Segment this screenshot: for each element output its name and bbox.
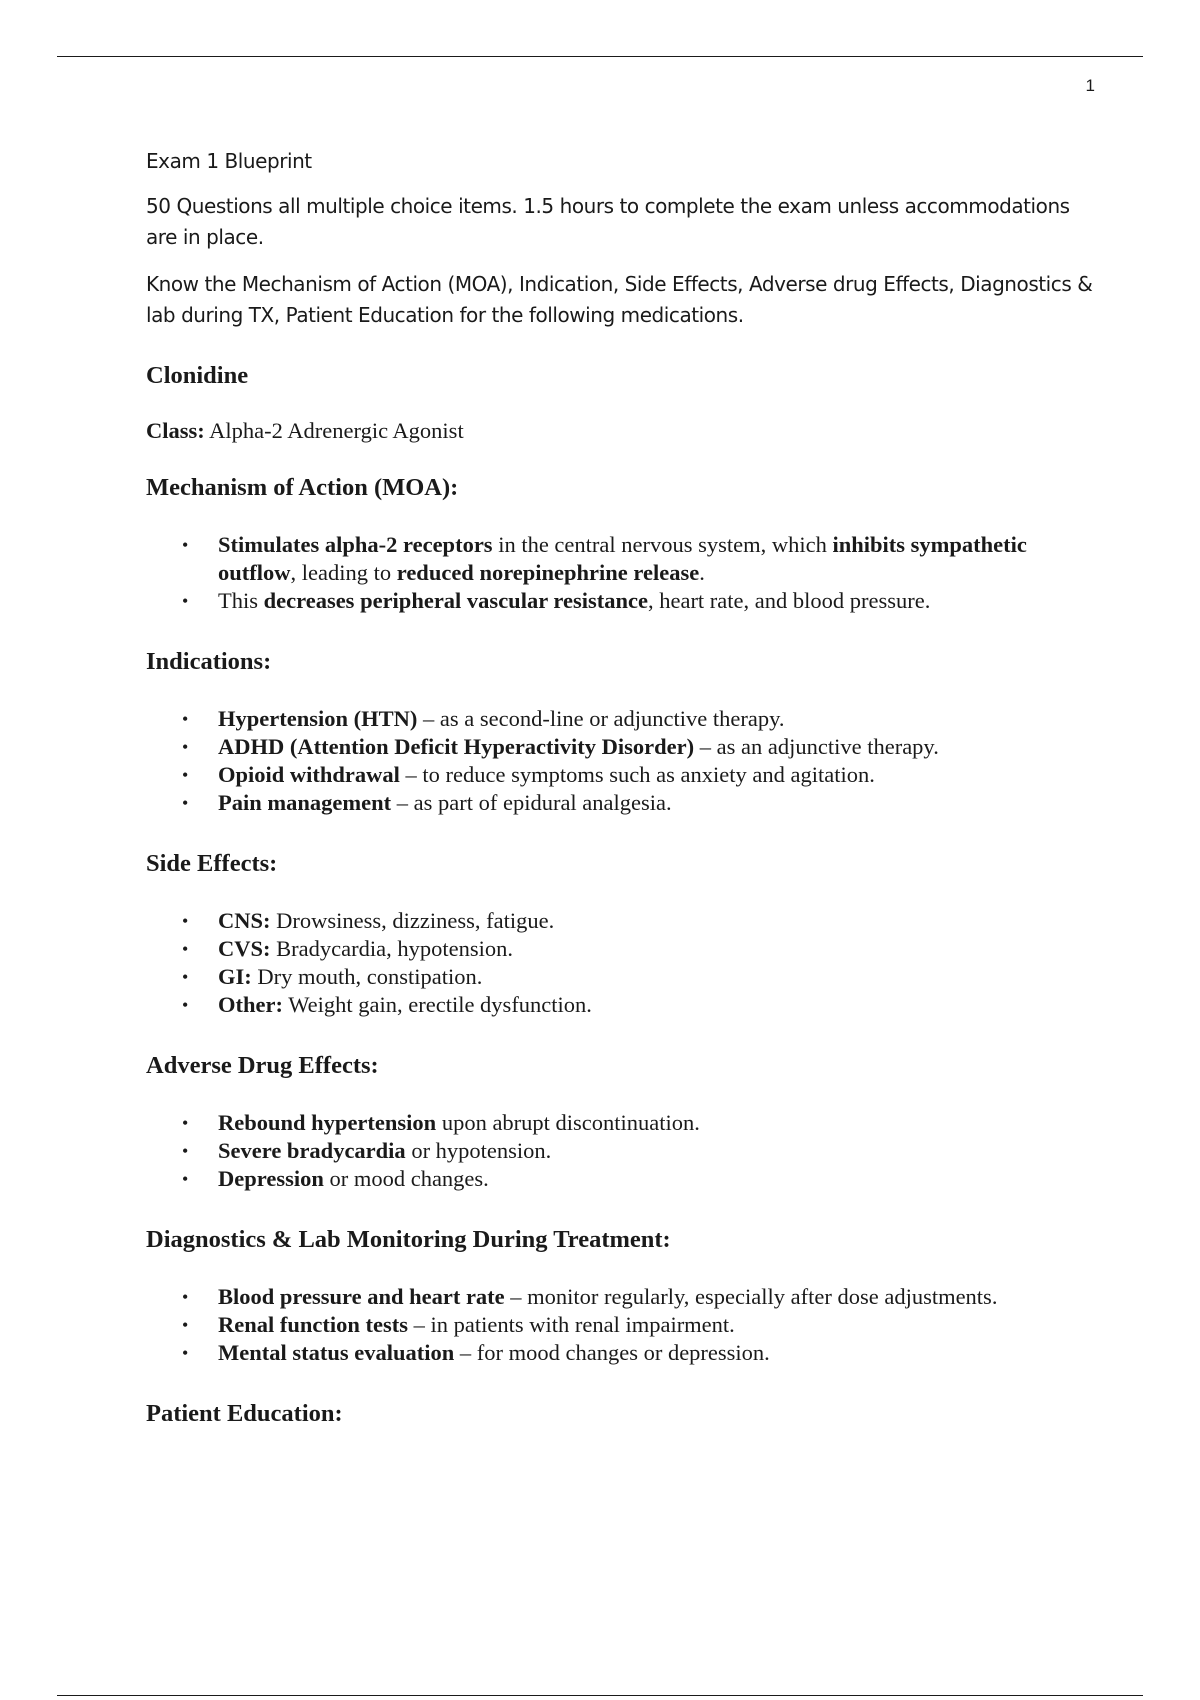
item-text: – in patients with renal impairment. [408,1312,735,1337]
bullet-icon: • [182,1343,189,1363]
bullet-icon: • [182,765,189,785]
side-effects-list [146,907,1106,1019]
drug-class-line [146,417,1106,445]
bold-term: Opioid withdrawal [218,762,400,787]
item-text: Bradycardia, hypotension. [270,936,513,961]
side-effects-heading: Side Effects: [146,850,278,877]
list-item [146,1109,1106,1137]
document-body [146,146,1106,1457]
list-item [146,789,1106,817]
bold-term: CVS: [218,936,271,961]
list-item [146,935,1106,963]
class-value: Alpha-2 Adrenergic Agonist [204,418,464,443]
list-item [146,733,1106,761]
header-rule [57,56,1143,57]
list-item [146,761,1106,789]
bullet-icon: • [182,939,189,959]
bullet-icon: • [182,591,189,611]
bullet-icon: • [182,1287,189,1307]
list-item [146,1137,1106,1165]
bold-term: Pain management [218,790,392,815]
item-text: – as a second-line or adjunctive therapy. [417,706,785,731]
drug-name-heading: Clonidine [146,362,249,389]
document-title: Exam 1 Blueprint [146,149,312,173]
item-text: – to reduce symptoms such as anxiety and agitation. [399,762,875,787]
item-text: – monitor regularly, especially after dose adjustments. [504,1284,998,1309]
list-item [146,1311,1106,1339]
list-item [146,907,1106,935]
moa-heading: Mechanism of Action (MOA): [146,474,459,501]
bold-term: Stimulates alpha-2 receptors [218,532,493,557]
exam-format-text: 50 Questions all multiple choice items. 1.5 hours to complete the exam unless accommodations are in place. [146,194,1070,249]
item-text: Drowsiness, dizziness, fatigue. [270,908,555,933]
bold-term: Depression [218,1166,324,1191]
bullet-icon: • [182,1315,189,1335]
bold-term: GI: [218,964,252,989]
bold-term: Hypertension (HTN) [218,706,418,731]
bullet-icon: • [182,535,189,555]
bold-term: Severe bradycardia [218,1138,406,1163]
moa-list [146,531,1106,615]
bold-term: inhibits sympathetic outflow [218,532,1027,585]
bold-term: Blood pressure and heart rate [218,1284,505,1309]
list-item [146,963,1106,991]
bullet-icon: • [182,1141,189,1161]
bold-term: Renal function tests [218,1312,408,1337]
list-item [146,1165,1106,1193]
list-item [146,705,1106,733]
bold-term: CNS: [218,908,271,933]
indications-list [146,705,1106,817]
item-text: or hypotension. [405,1138,552,1163]
list-item [146,1339,1106,1367]
bullet-icon: • [182,709,189,729]
bold-term: reduced norepinephrine release [396,560,700,585]
list-item [146,587,1106,615]
study-instructions-text: Know the Mechanism of Action (MOA), Indication, Side Effects, Adverse drug Effects, Diagnostics & lab during TX, Patient Education for the following medications. [146,272,1093,327]
diagnostics-heading: Diagnostics & Lab Monitoring During Treatment: [146,1226,671,1253]
item-text: or mood changes. [323,1166,489,1191]
item-text: Weight gain, erectile dysfunction. [282,992,592,1017]
item-text: , heart rate, and blood pressure. [647,588,931,613]
patient-education-heading: Patient Education: [146,1400,343,1427]
bold-term: Rebound hypertension [218,1110,437,1135]
item-text: Dry mouth, constipation. [251,964,483,989]
bullet-icon: • [182,967,189,987]
class-label: Class: [146,418,205,443]
item-text: . [699,560,705,585]
bullet-icon: • [182,737,189,757]
item-text: , leading to [290,560,397,585]
item-text: This [218,588,264,613]
indications-heading: Indications: [146,648,272,675]
page-number: 1 [1085,76,1095,95]
bold-term: ADHD (Attention Deficit Hyperactivity Disorder) [218,734,695,759]
adverse-effects-heading: Adverse Drug Effects: [146,1052,379,1079]
bold-term: Mental status evaluation [218,1340,455,1365]
bullet-icon: • [182,793,189,813]
bold-term: decreases peripheral vascular resistance [263,588,648,613]
bullet-icon: • [182,911,189,931]
list-item [146,1283,1106,1311]
footer-rule [57,1695,1143,1696]
item-text: – as part of epidural analgesia. [391,790,672,815]
item-text: upon abrupt discontinuation. [436,1110,700,1135]
bold-term: Other: [218,992,283,1017]
item-text: – as an adjunctive therapy. [694,734,939,759]
list-item [146,991,1106,1019]
item-text: – for mood changes or depression. [454,1340,770,1365]
diagnostics-list [146,1283,1106,1367]
bullet-icon: • [182,1113,189,1133]
item-text: in the central nervous system, which [492,532,833,557]
bullet-icon: • [182,1169,189,1189]
adverse-effects-list [146,1109,1106,1193]
bullet-icon: • [182,995,189,1015]
list-item [146,531,1106,587]
